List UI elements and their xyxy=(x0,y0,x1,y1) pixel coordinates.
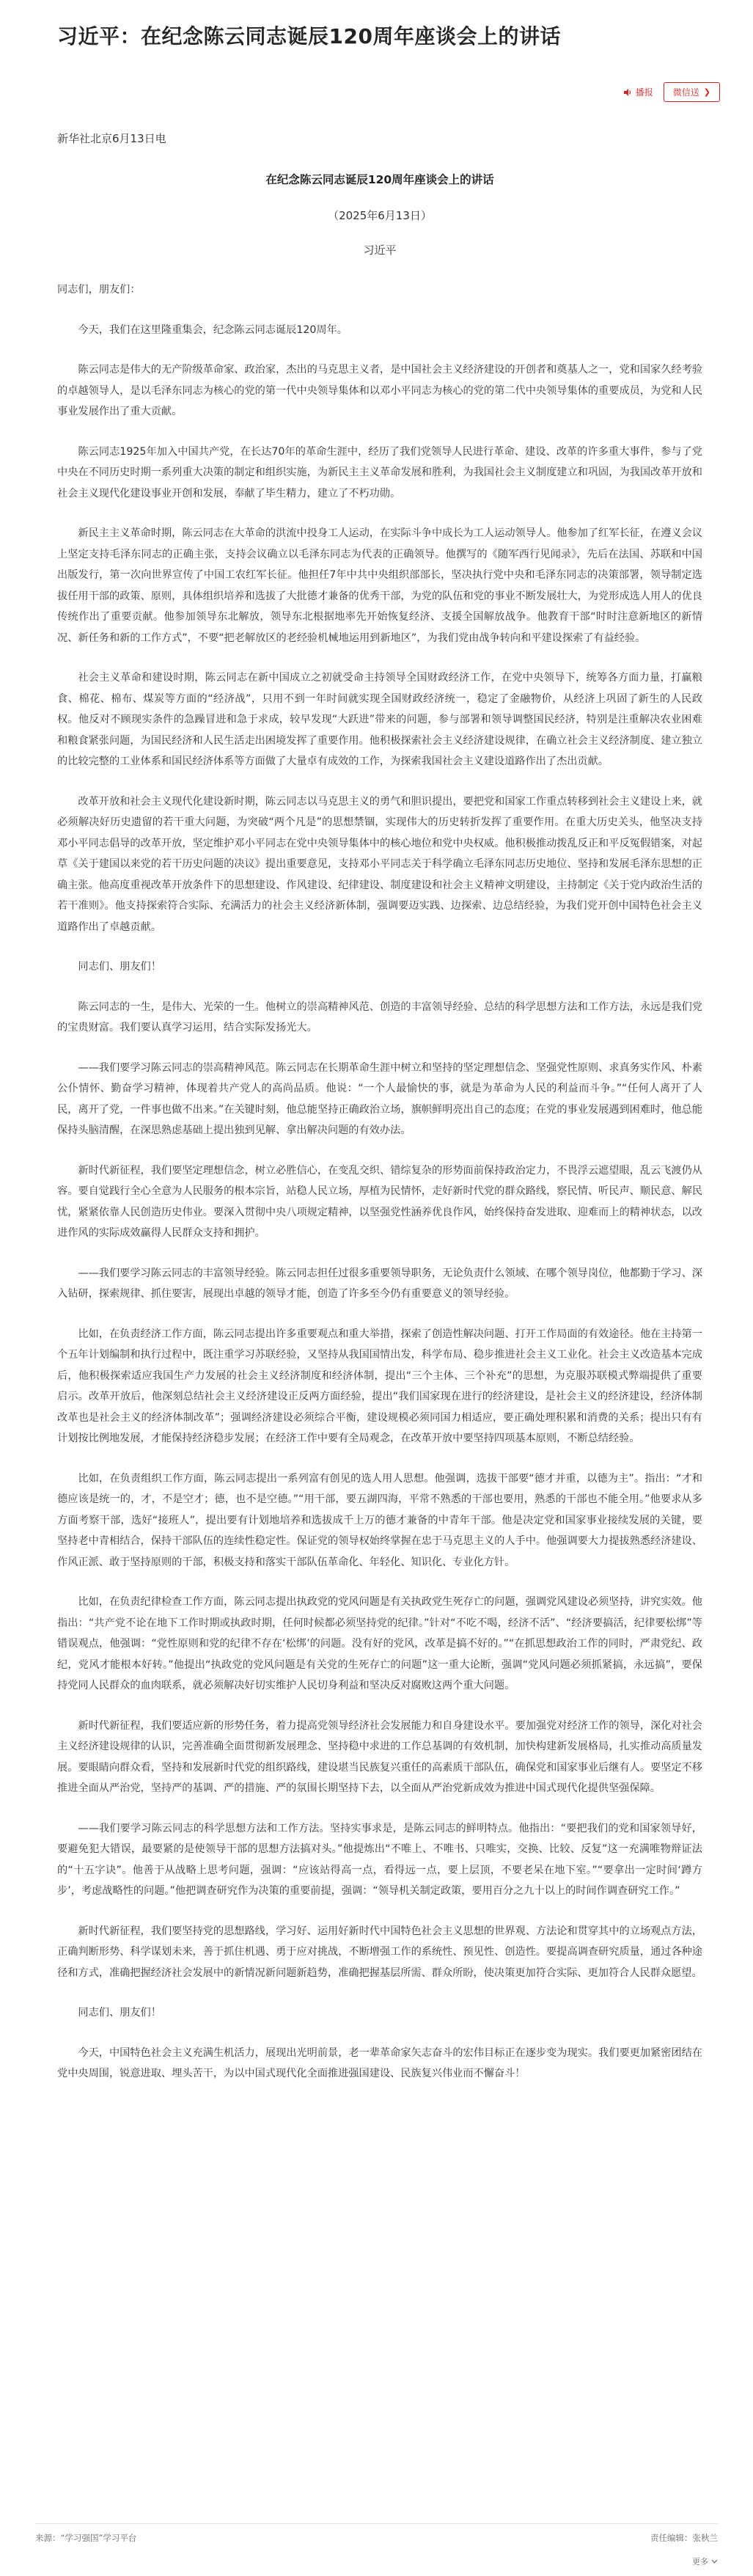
author-name: 习近平 xyxy=(363,244,397,257)
wechat-send-label: 微信送 xyxy=(672,87,699,98)
article-paragraph: 改革开放和社会主义现代化建设新时期，陈云同志以马克思主义的勇气和胆识提出，要把党和国家工作重点转移到社会主义建设上来，就必须解决好历史遗留的若干重大问题，为突破“两个凡是”的思想禁锢，实现伟大的历史转折发挥了重要作用。在重大历史关头，他坚决支持邓小平同志倡导的改革开放，坚定维护邓小平同志在党中央领导集体中的核心地位和党中央权威。他积极推动拨乱反正和平反冤假错案，对起草《关于建国以来党的若干历史问题的决议》提出重要意见，支持邓小平同志关于科学确立毛泽东同志历史地位、坚持和发展毛泽东思想的正确主张。他高度重视改革开放条件下的思想建设、作风建设、纪律建设、制度建设和社会主义精神文明建设，主持制定《关于党内政治生活的若干准则》。他支持探索符合实际、充满活力的社会主义经济新体制，强调要迈实践、边探索、边总结经验，为我们党开创中国特色社会主义道路作出了卓越贡献。 xyxy=(57,795,702,933)
report-label: 播报 xyxy=(635,87,653,98)
editor-label: 责任编辑：张秋兰 xyxy=(650,2533,718,2543)
article-body xyxy=(57,131,702,2104)
article-toolbar xyxy=(623,82,720,102)
article-paragraph: 今天，中国特色社会主义充满生机活力，展现出光明前景，老一辈革命家矢志奋斗的宏伟目标正在逐步变为现实。我们要更加紧密团结在党中央周围，锐意进取、埋头苦干，为以中国式现代化全面推进强国建设、民族复兴伟业而不懈奋斗！ xyxy=(57,2046,702,2079)
article-paragraph: 陈云同志是伟大的无产阶级革命家、政治家，杰出的马克思主义者，是中国社会主义经济建设的开创者和奠基人之一，党和国家久经考验的卓越领导人，是以毛泽东同志为核心的党的第一代中央领导集体和以邓小平同志为核心的党的第二代中央领导集体的重要成员，为党和人民事业发展作出了重大贡献。 xyxy=(57,364,702,417)
article-paragraph: 陈云同志的一生，是伟大、光荣的一生。他树立的崇高精神风范、创造的丰富领导经验、总结的科学思想方法和工作方法，永远是我们党的宝贵财富。我们要认真学习运用，结合实际发扬光大。 xyxy=(57,1000,702,1033)
article-paragraph: 社会主义革命和建设时期，陈云同志在新中国成立之初就受命主持领导全国财政经济工作，在党中央领导下，统筹各方面力量，打赢粮食、棉花、棉布、煤炭等方面的“经济战”，只用不到一年时间就实现全国财政经济统一，稳定了金融物价，从经济上巩固了新生的人民政权。他反对不顾现实条件的急躁冒进和急于求成，较早发现“大跃进”带来的问题，参与部署和领导调整国民经济，特别是注重解决农业困难和粮食紧张问题，为国民经济和人民生活走出困境发挥了重要作用。他积极探索社会主义经济建设规律，在确立社会主义经济制度、建立独立的比较完整的工业体系和国民经济体系等方面做了大量卓有成效的工作，为探索我国社会主义建设道路作出了杰出贡献。 xyxy=(57,672,702,767)
footer-divider xyxy=(35,2523,718,2524)
dateline: 新华社北京6月13日电 xyxy=(57,132,166,145)
more-button[interactable] xyxy=(692,2555,718,2567)
article-paragraph: 新时代新征程，我们要坚持党的思想路线，学习好、运用好新时代中国特色社会主义思想的世界观、方法论和贯穿其中的立场观点方法，正确判断形势、科学谋划未来，善于抓住机遇、勇于应对挑战，不断增强工作的系统性、预见性、创造性。要提高调查研究质量，通过各种途径和方式，准确把握经济社会发展中的新情况新问题新趋势，准确把握基层所需、群众所盼，使决策更加符合实际、更加符合人民群众愿望。 xyxy=(57,1925,702,1979)
article-paragraph: 新时代新征程，我们要坚定理想信念，树立必胜信心，在变乱交织、错综复杂的形势面前保持政治定力，不畏浮云遮望眼，乱云飞渡仍从容。要自觉践行全心全意为人民服务的根本宗旨，站稳人民立场，厚植为民情怀，走好新时代党的群众路线，察民情、听民声、顺民意、解民忧，紧紧依靠人民创造历史伟业。要深入贯彻中央八项规定精神，以坚强党性涵养优良作风，始终保持奋发进取、迎难而上的精神状态，以改进作风的实际成效赢得人民群众支持和拥护。 xyxy=(57,1164,702,1239)
speech-date: （2025年6月13日） xyxy=(328,209,432,222)
article-paragraph: ——我们要学习陈云同志的科学思想方法和工作方法。坚持实事求是，是陈云同志的鲜明特点。他指出：“要把我们的党和国家领导好，要避免犯大错误，最要紧的是使领导干部的思想方法搞对头。”他提炼出“不唯上、不唯书、只唯实，交换、比较、反复”这一充满唯物辩证法的“十五字诀”。他善于从战略上思考问题，强调：“应该站得高一点，看得远一点，要上层顶，不要老呆在地下室。”“要拿出一定时间‘蹲方步’，考虑战略性的问题。”他把调查研究作为决策的重要前提，强调：“领导机关制定政策，要用百分之九十以上的时间作调查研究工作。” xyxy=(57,1822,702,1897)
article-paragraph: 新时代新征程，我们要适应新的形势任务，着力提高党领导经济社会发展能力和自身建设水平。要加强党对经济工作的领导，深化对社会主义经济建设规律的认识，完善准确全面贯彻新发展理念、坚持稳中求进的工作总基调的有效机制，加快构建新发展格局，扎实推动高质量发展。要眼睛向群众看，坚持和发展新时代党的组织路线，建设堪当民族复兴重任的高素质干部队伍，确保党和国家事业后继有人。要坚定不移推进全面从严治党，坚持严的基调、严的措施、严的氛围长期坚持下去，以全面从严治党新成效为推进中国式现代化提供坚强保障。 xyxy=(57,1719,702,1794)
article-paragraph: ——我们要学习陈云同志的崇高精神风范。陈云同志在长期革命生涯中树立和坚持的坚定理想信念、坚强党性原则、求真务实作风、朴素公仆情怀、勤奋学习精神，体现着共产党人的高尚品质。他说：“一个人最愉快的事，就是为革命为人民的利益而斗争。”“任何人离开了人民，离开了党，一件事也做不出来。”在关键时刻，他总能坚持正确政治立场，旗帜鲜明亮出自己的态度；在党的事业发展遇到困难时，他总能保持头脑清醒，在深思熟虑基础上提出独到见解、拿出解决问题的有效办法。 xyxy=(57,1061,702,1136)
chevron-right-icon: ❯ xyxy=(703,87,710,97)
article-paragraph: 比如，在负责组织工作方面，陈云同志提出一系列富有创见的选人用人思想。他强调，选拔干部要“德才并重，以德为主”。指出：“才和德应该是统一的，才，不是空才；德，也不是空德。”“用干部，要五湖四海，平常不熟悉的干部也要用，熟悉的干部也不能全用。”他要求从多方面考察干部，选好“接班人”，提出要有计划地培养和选拔成千上万的德才兼备的中青年干部。他是决定党和国家事业接续发展的关键，要坚持老中青相结合，保持干部队伍的连续性稳定性。保证党的领导权始终掌握在忠于马克思主义的人手中。他强调要大力提拔熟悉经济建设、作风正派、敢于坚持原则的干部，积极支持和落实干部队伍革命化、年轻化、知识化、专业化方针。 xyxy=(57,1472,702,1568)
article-paragraph: 比如，在负责纪律检查工作方面，陈云同志提出执政党的党风问题是有关执政党生死存亡的问题，强调党风建设必须坚持，讲究实效。他指出：“共产党不论在地下工作时期或执政时期，任何时候都必须坚持党的纪律。”针对“不吃不喝，经济不活”、“经济要搞活，纪律要松绑”等错误观点，他强调：“党性原则和党的纪律不存在‘松绑’的问题。没有好的党风，改革是搞不好的。”“在抓思想政治工作的同时，严肃党纪、政纪，党风才能根本好转。”他提出“执政党的党风问题是有关党的生死存亡的问题”这一重大论断，强调“党风问题必须抓紧搞，永远搞”，要保持党同人民群众的血肉联系，就必须解决好切实维护人民切身利益和坚决反对腐败这两个重大问题。 xyxy=(57,1596,702,1691)
more-label: 更多 xyxy=(692,2557,708,2566)
page-title: 习近平：在纪念陈云同志诞辰120周年座谈会上的讲话 xyxy=(57,24,561,48)
chevron-down-icon xyxy=(711,2559,718,2564)
article-paragraph: 比如，在负责经济工作方面，陈云同志提出许多重要观点和重大举措，探索了创造性解决问题、打开工作局面的有效途径。他在主持第一个五年计划编制和执行过程中，既注重学习苏联经验，又坚持从我国国情出发，科学布局、稳步推进社会主义工业化。社会主义改造基本完成后，他积极探索适应我国生产力发展的社会主义经济制度和经济体制，提出“三个主体、三个补充”的思想，为克服苏联模式弊端提供了重要启示。改革开放后，他深刻总结社会主义经济建设正反两方面经验，提出“我们国家现在进行的经济建设，是社会主义的经济建设，经济体制改革也是社会主义的经济体制改革”；强调经济建设必须综合平衡，建设规模必须同国力相适应，要正确处理积累和消费的关系；提出只有有计划按比例地发展，才能保持经济稳步发展；在经济工作中要有全局观念，在改革开放中要坚持四项基本原则，不断总结经验。 xyxy=(57,1328,702,1444)
salutation: 同志们，朋友们： xyxy=(57,284,141,296)
article-footer xyxy=(35,2532,718,2544)
article-paragraph: 陈云同志1925年加入中国共产党，在长达70年的革命生涯中，经历了我们党领导人民进行革命、建设、改革的许多重大事件，参与了党中央在不同历史时期一系列重大决策的制定和组织实施，为新民主主义革命发展和胜利，为我国社会主义制度建立和巩固，为我国改革开放和社会主义现代化建设事业开创和发展，奉献了毕生精力，建立了不朽功勋。 xyxy=(57,445,702,500)
article-paragraph: 新民主主义革命时期，陈云同志在大革命的洪流中投身工人运动，在实际斗争中成长为工人运动领导人。他参加了红军长征，在遵义会议上坚定支持毛泽东同志的正确主张，支持会议确立以毛泽东同志为代表的正确领导。他撰写的《随军西行见闻录》，先后在法国、苏联和中国出版发行，第一次向世界宣传了中国工农红军长征。他担任7年中共中央组织部部长，坚决执行党中央和毛泽东同志的决策部署，领导制定选拔任用干部的政策、原则，具体组织培养和选拔了大批德才兼备的优秀干部，为党的队伍和党的事业不断发展壮大，为党形成选人用人的优良传统作出了重要贡献。他参加领导东北解放，领导东北根据地率先开始恢复经济、支援全国解放战争。他教育干部“时时注意新地区的新情况、新任务和新的工作方式”，不要“把老解放区的老经验机械地运用到新地区”，为我们党由战争转向和平建设探索了有益经验。 xyxy=(57,527,702,644)
article-paragraph: ——我们要学习陈云同志的丰富领导经验。陈云同志担任过很多重要领导职务，无论负责什么领域、在哪个领导岗位，他都勤于学习、深入钻研，探索规律、抓住要害，展现出卓越的领导才能，创造了许多至今仍有重要意义的领导经验。 xyxy=(57,1267,702,1300)
speaker-icon xyxy=(623,88,632,97)
wechat-send-button[interactable] xyxy=(664,82,720,102)
salutation: 同志们、朋友们！ xyxy=(78,961,161,973)
speech-title: 在纪念陈云同志诞辰120周年座谈会上的讲话 xyxy=(265,173,494,186)
source-label: 来源：“学习强国”学习平台 xyxy=(35,2533,137,2543)
report-button[interactable] xyxy=(623,86,653,98)
article-paragraph: 今天，我们在这里隆重集会，纪念陈云同志诞辰120周年。 xyxy=(78,323,348,336)
salutation: 同志们、朋友们！ xyxy=(78,2007,161,2019)
